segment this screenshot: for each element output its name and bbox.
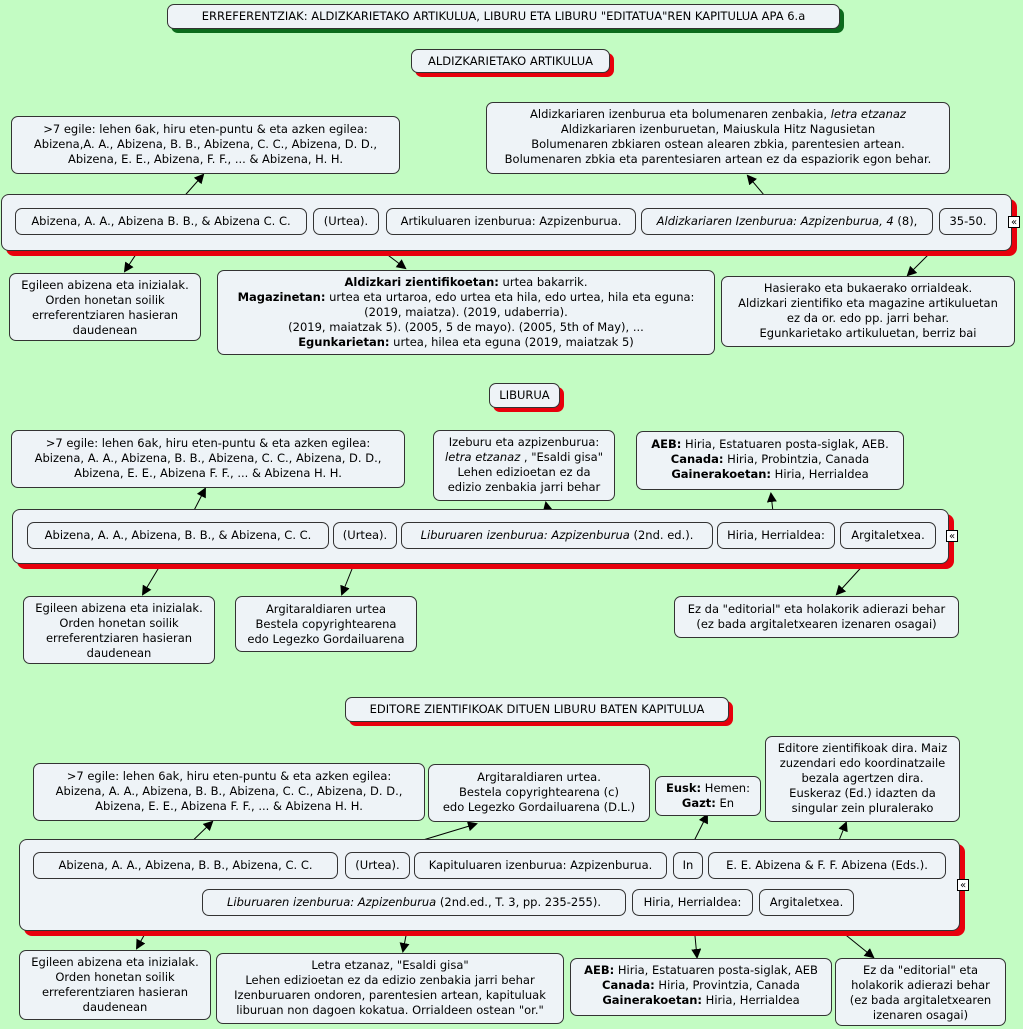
s3-year-note: Argitaraldiaren urtea. Bestela copyrightearena (c) edo Legezko Gordailuarena (D.L.) [428,764,650,822]
s2-chip-title[interactable]: Liburuaren izenburua: Azpizenburua (2nd. ed.). [401,522,713,549]
s3-authors-note: >7 egile: lehen 6ak, hiru eten-puntu & eta azken egilea: Abizena, A. A., Abizena, B. B., Abizena, C. C., Abizena, D. D., Abizena, E. E., Abizena F. F., ... & Abizena H. H. [33,763,425,821]
s2-chip-publisher[interactable]: Argitaletxea. [840,522,936,549]
s2-initials-note: Egileen abizena eta inizialak. Orden honetan soilik erreferentziaren hasieran daudenean [23,596,215,664]
s2-chip-place[interactable]: Hiria, Herrialdea: [717,522,835,549]
s3-initials-note: Egileen abizena eta inizialak. Orden honetan soilik erreferentziaren hasieran daudenean [19,950,211,1020]
s2-year-note: Argitaraldiaren urtea Bestela copyrightearena edo Legezko Gordailuarena [235,596,417,652]
s3-place-note: AEB: Hiria, Estatuaren posta-siglak, AEB Canada: Hiria, Provintzia, Canada Gainerakoetan: Hiria, Herrialdea [570,958,832,1016]
s3-editors-note: Editore zientifikoak dira. Maiz zuzendari edo koordinatzaile bezala agertzen dira. Euskeraz (Ed.) idazten da singular zein pluralerako [765,736,960,822]
s2-place-note: AEB: Hiria, Estatuaren posta-siglak, AEB. Canada: Hiria, Probintzia, Canada Gainerakoetan: Hiria, Herrialdea [636,431,904,490]
s1-chip-article[interactable]: Artikuluaren izenburua: Azpizenburua. [386,208,636,235]
s1-pages-note: Hasierako eta bukaerako orrialdeak. Aldizkari zientifiko eta magazine artikuluetan ez da or. edo pp. jarri behar. Egunkarietako artikuluetan, berriz bai [721,276,1015,347]
s1-expand-icon[interactable]: « [1008,216,1020,228]
s1-chip-pages[interactable]: 35-50. [939,208,997,235]
s3-chip-place[interactable]: Hiria, Herrialdea: [632,889,753,916]
s1-authors-note: >7 egile: lehen 6ak, hiru eten-puntu & eta azken egilea: Abizena,A. A., Abizena, B. B., Abizena, C. C., Abizena, D. D., Abizena, E. E., Abizena, F. F., ... & Abizena, H. H. [11,116,400,174]
s1-chip-journal[interactable]: Aldizkariaren Izenburua: Azpizenburua, 4 (8), [641,208,933,235]
s3-heading: EDITORE ZIENTIFIKOAK DITUEN LIBURU BATEN KAPITULUA [345,697,729,722]
s3-publisher-note: Ez da "editorial" eta holakorik adierazi behar (ez bada argitaletxearen izenaren osagai) [835,958,1006,1026]
main-title: ERREFERENTZIAK: ALDIZKARIETAKO ARTIKULUA, LIBURU ETA LIBURU "EDITATUA"REN KAPITULUA APA 6.a [167,4,840,29]
s3-chip-year[interactable]: (Urtea). [345,852,410,879]
s3-title-note: Letra etzanaz, "Esaldi gisa" Lehen edizioetan ez da edizio zenbakia jarri behar Izenburuaren ondoren, parentesien artean, kapituluak liburuan non dagoen kokatua. Orrialdeen ostean "or." [216,953,564,1024]
s1-year-note: Aldizkari zientifikoetan: urtea bakarrik. Magazinetan: urtea eta urtaroa, edo urtea eta hila, edo urtea, hila eta eguna: (2019, maiatza). (2019, udaberria). (2019, maiatzak 5). (2005, 5 de mayo). (2005, 5th of May), ... Egunkarietan: urtea, hilea eta eguna (2019, maiatzak 5) [217,270,715,355]
s3-chip-in[interactable]: In [673,852,703,879]
s3-chip-publisher[interactable]: Argitaletxea. [759,889,854,916]
s3-chip-editors[interactable]: E. E. Abizena & F. F. Abizena (Eds.). [708,852,946,879]
s1-journal-note: Aldizkariaren izenburua eta bolumenaren zenbakia, letra etzanaz Aldizkariaren izenburuetan, Maiuskula Hitz Nagusietan Bolumenaren zbkiaren ostean alearen zbkia, parentesien artean. Bolumenaren zbkia eta parentesiaren artean ez da espaziorik egon behar. [486,102,950,174]
s2-heading: LIBURUA [489,383,560,408]
s3-chip-chapter[interactable]: Kapituluaren izenburua: Azpizenburua. [414,852,667,879]
s2-expand-icon[interactable]: « [946,530,958,542]
s2-chip-year[interactable]: (Urtea). [333,522,397,549]
s3-chip-book[interactable]: Liburuaren izenburua: Azpizenburua (2nd.ed., T. 3, pp. 235-255). [202,889,626,916]
s3-expand-icon[interactable]: « [957,879,969,891]
s3-lang-note: Eusk: Hemen: Gazt: En [655,776,761,816]
s1-initials-note: Egileen abizena eta inizialak. Orden honetan soilik erreferentziaren hasieran daudenean [9,273,201,341]
s1-chip-authors[interactable]: Abizena, A. A., Abizena B. B., & Abizena C. C. [15,208,307,235]
s1-chip-year[interactable]: (Urtea). [313,208,379,235]
s2-chip-authors[interactable]: Abizena, A. A., Abizena, B. B., & Abizena, C. C. [27,522,329,549]
s2-title-note: Izeburu eta azpizenburua: letra etzanaz , "Esaldi gisa" Lehen edizioetan ez da edizio zenbakia jarri behar [433,430,615,501]
s3-chip-authors[interactable]: Abizena, A. A., Abizena, B. B., Abizena, C. C. [33,852,338,879]
s1-heading: ALDIZKARIETAKO ARTIKULUA [411,49,610,73]
s2-publisher-note: Ez da "editorial" eta holakorik adierazi behar (ez bada argitaletxearen izenaren osagai) [674,596,959,638]
s2-authors-note: >7 egile: lehen 6ak, hiru eten-puntu & eta azken egilea: Abizena, A. A., Abizena, B. B., Abizena, C. C., Abizena, D. D., Abizena, E. E., Abizena F. F., ... & Abizena H. H. [11,430,405,488]
